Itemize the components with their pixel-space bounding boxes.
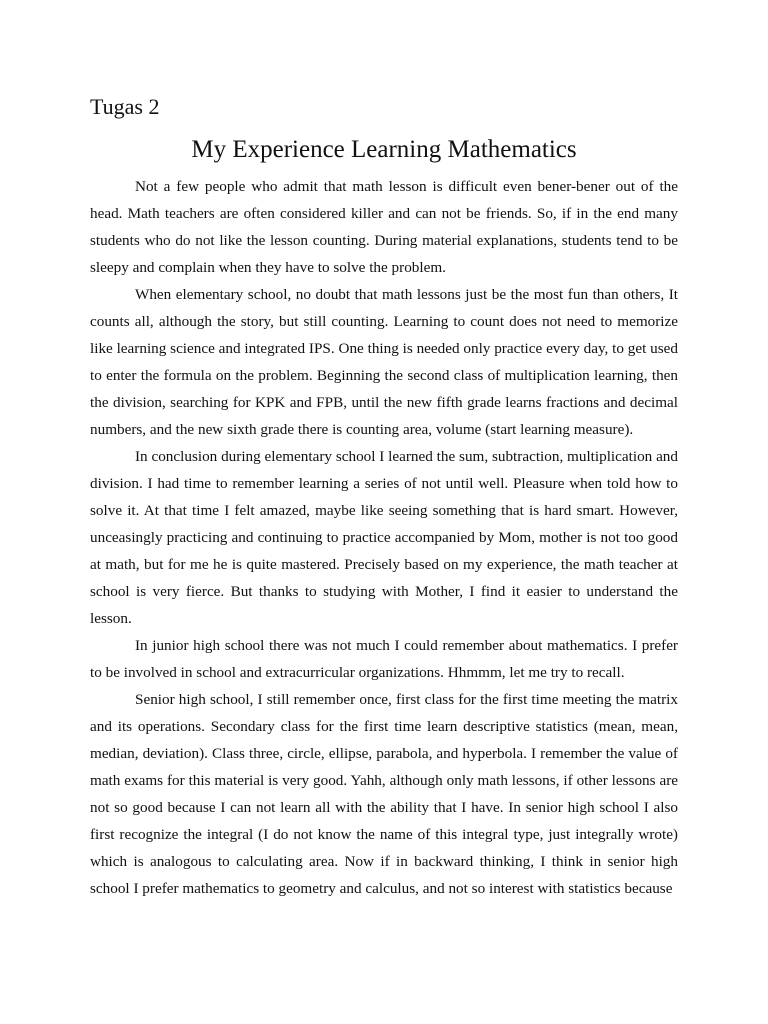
assignment-label: Tugas 2 (90, 94, 160, 119)
document-page (90, 92, 678, 902)
paragraph-1: Not a few people who admit that math lesson is difficult even bener-bener out of the head. Math teachers are often considered killer and can not be friends. So, if in the end many students who do not like the lesson counting. During material explanations, students tend to be sleepy and complain when they have to solve the problem. (90, 178, 678, 276)
paragraph-4: In junior high school there was not much I could remember about mathematics. I prefer to be involved in school and extracurricular organizations. Hhmmm, let me try to recall. (90, 637, 678, 681)
paragraph-5: Senior high school, I still remember once, first class for the first time meeting the matrix and its operations. Secondary class for the first time learn descriptive statistics (mean, mean, median, deviation). Class three, circle, ellipse, parabola, and hyperbola. I remember the value of math exams for this material is very good. Yahh, although only math lessons, if other lessons are not so good because I can not learn all with the ability that I have. In senior high school I also first recognize the integral (I do not know the name of this integral type, just integrally wrote) which is analogous to calculating area. Now if in backward thinking, I think in senior high school I prefer mathematics to geometry and calculus, and not so interest with statistics because (90, 691, 678, 897)
paragraph-2: When elementary school, no doubt that math lessons just be the most fun than others, It counts all, although the story, but still counting. Learning to count does not need to memorize like learning science and integrated IPS. One thing is needed only practice every day, to get used to enter the formula on the problem. Beginning the second class of multiplication learning, then the division, searching for KPK and FPB, until the new fifth grade learns fractions and decimal numbers, and the new sixth grade there is counting area, volume (start learning measure). (90, 286, 678, 438)
paragraph-3: In conclusion during elementary school I learned the sum, subtraction, multiplication and division. I had time to remember learning a series of not until well. Pleasure when told how to solve it. At that time I felt amazed, maybe like seeing something that is hard smart. However, unceasingly practicing and continuing to practice accompanied by Mom, mother is not too good at math, but for me he is quite mastered. Precisely based on my experience, the math teacher at school is very fierce. But thanks to studying with Mother, I find it easier to understand the lesson. (90, 448, 678, 627)
document-title: My Experience Learning Mathematics (191, 136, 577, 163)
